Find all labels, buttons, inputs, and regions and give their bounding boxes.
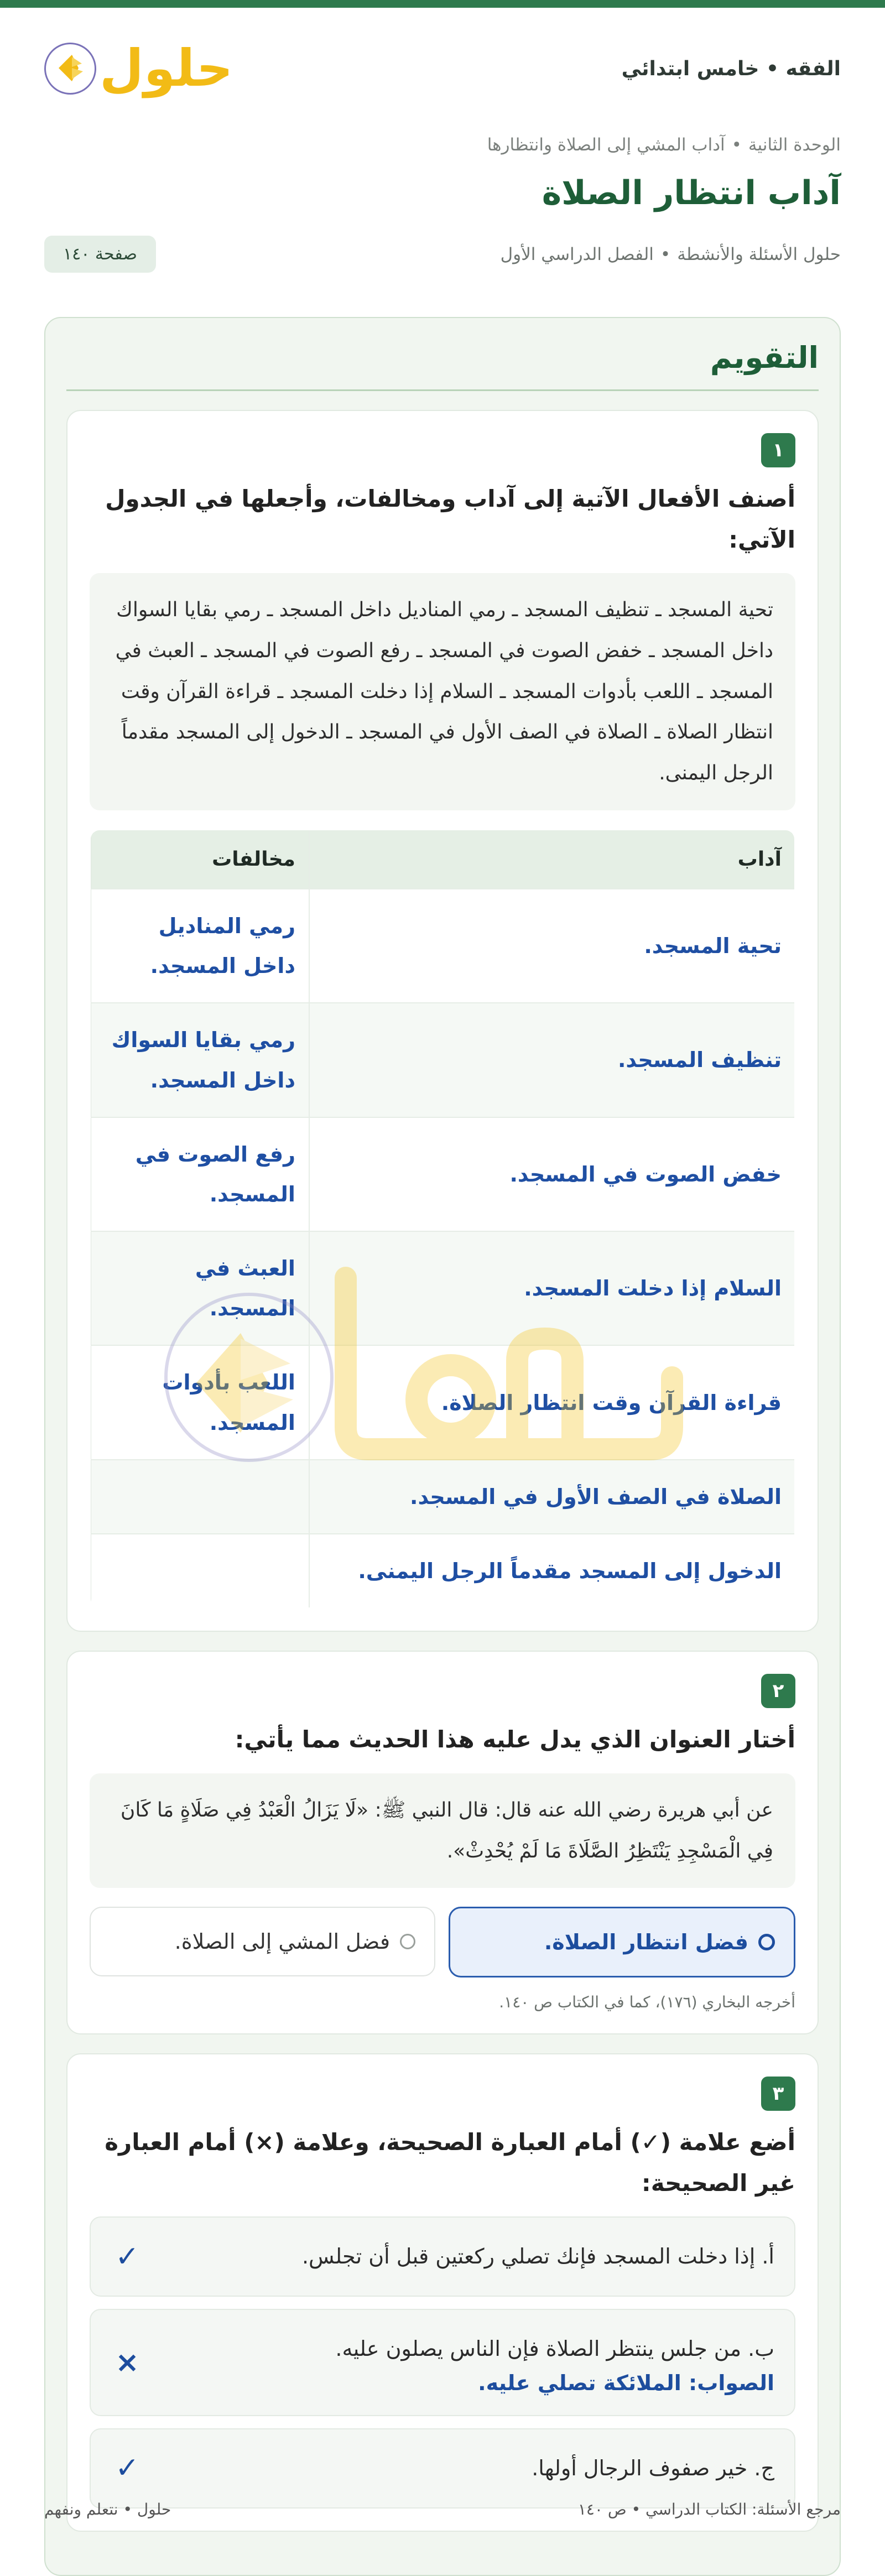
meta-info <box>501 244 841 264</box>
radio-empty-icon <box>400 1934 415 1949</box>
question-card-1 <box>66 410 819 1632</box>
check-mark-icon: ✓ <box>115 2452 139 2485</box>
page-number-badge: صفحة ١٤٠ <box>44 236 156 273</box>
table-header-violations: مخالفات <box>91 830 309 889</box>
cross-mark-icon: × <box>115 2345 139 2379</box>
statement-text: ب. من جلس ينتظر الصلاة فإن الناس يصلون عليه. <box>335 2336 774 2361</box>
radio-selected-icon <box>758 1934 775 1950</box>
manner-cell: تحية المسجد. <box>309 889 795 1003</box>
table-row <box>91 1460 795 1534</box>
option-walking-virtue[interactable] <box>90 1907 435 1976</box>
meta-row <box>44 236 841 273</box>
question-number: ٢ <box>761 1674 795 1708</box>
breadcrumb-separator: • <box>731 135 742 155</box>
manner-cell: السلام إذا دخلت المسجد. <box>309 1231 795 1345</box>
check-mark-icon: ✓ <box>115 2240 139 2273</box>
true-false-item <box>90 2216 795 2296</box>
logo-emblem-icon <box>44 43 96 95</box>
statement <box>302 2237 774 2275</box>
page-title: آداب انتظار الصلاة <box>542 174 841 212</box>
table-header-manners: آداب <box>309 830 795 889</box>
subject-label: الفقه • خامس ابتدائي <box>621 57 841 80</box>
breadcrumb <box>44 135 841 155</box>
question-card-3 <box>66 2053 819 2531</box>
table-row <box>91 1117 795 1231</box>
logo-wordmark: حلول <box>100 39 233 98</box>
manner-cell: تنظيف المسجد. <box>309 1003 795 1117</box>
hadith-passage: عن أبي هريرة رضي الله عنه قال: قال النبي ﷺ: «لَا يَزَالُ الْعَبْدُ فِي صَلَاةٍ مَا كَانَ فِي الْمَسْجِدِ يَنْتَظِرُ الصَّلَاةَ مَا لَمْ يُحْدِثْ». <box>90 1773 795 1888</box>
violation-cell <box>91 1534 309 1608</box>
manner-cell: قراءة القرآن وقت انتظار الصلاة. <box>309 1345 795 1459</box>
table-row <box>91 1345 795 1459</box>
option-label: فضل المشي إلى الصلاة. <box>174 1929 390 1954</box>
page-header <box>44 8 841 129</box>
question-text: أختار العنوان الذي يدل عليه هذا الحديث مما يأتي: <box>235 1726 795 1753</box>
classification-table <box>90 829 795 1609</box>
statement-text: ج. خير صفوف الرجال أولها. <box>532 2456 774 2481</box>
option-label: فضل انتظار الصلاة. <box>544 1930 748 1955</box>
question-text: أصنف الأفعال الآتية إلى آداب ومخالفات، وأجعلها في الجدول الآتي: <box>105 485 795 553</box>
meta-separator: • <box>660 244 671 264</box>
table-row <box>91 1231 795 1345</box>
table-row <box>91 1534 795 1608</box>
question-number: ١ <box>761 433 795 467</box>
true-false-item <box>90 2428 795 2508</box>
meta-type: حلول الأسئلة والأنشطة <box>677 244 841 264</box>
table-row <box>91 889 795 1003</box>
statement <box>532 2449 774 2487</box>
brand-logo[interactable] <box>44 39 233 98</box>
violation-cell: رمي بقايا السواك داخل المسجد. <box>91 1003 309 1117</box>
violation-cell <box>91 1460 309 1534</box>
meta-term: الفصل الدراسي الأول <box>500 244 654 264</box>
top-accent-bar <box>0 0 885 8</box>
manner-cell: خفض الصوت في المسجد. <box>309 1117 795 1231</box>
question-number: ٣ <box>761 2077 795 2111</box>
breadcrumb-lesson[interactable]: آداب المشي إلى الصلاة وانتظارها <box>487 135 725 155</box>
manner-cell: الدخول إلى المسجد مقدماً الرجل اليمنى. <box>309 1534 795 1608</box>
footer-reference: مرجع الأسئلة: الكتاب الدراسي • ص ١٤٠ <box>577 2500 841 2518</box>
statement <box>335 2330 774 2395</box>
statement-text: أ. إذا دخلت المسجد فإنك تصلي ركعتين قبل أن تجلس. <box>301 2244 774 2269</box>
table-row <box>91 1003 795 1117</box>
footer-brand: حلول • نتعلم ونفهم <box>44 2500 171 2518</box>
violation-cell: رمي المناديل داخل المسجد. <box>91 889 309 1003</box>
violation-cell: اللعب بأدوات المسجد. <box>91 1345 309 1459</box>
answer-options <box>90 1907 795 1977</box>
violation-cell: العبث في المسجد. <box>91 1231 309 1345</box>
manner-cell: الصلاة في الصف الأول في المسجد. <box>309 1460 795 1534</box>
actions-passage: تحية المسجد ـ تنظيف المسجد ـ رمي المناديل داخل المسجد ـ رمي بقايا السواك داخل المسجد ـ خفض الصوت في المسجد ـ رفع الصوت في المسجد ـ العبث في المسجد ـ اللعب بأدوات المسجد ـ السلام إذا دخلت المسجد ـ قراءة القرآن وقت انتظار الصلاة ـ الصلاة في الصف الأول في المسجد ـ الدخول إلى المسجد مقدماً الرجل اليمنى. <box>90 573 795 810</box>
section-title: التقويم <box>66 340 819 391</box>
option-waiting-virtue[interactable] <box>449 1907 795 1977</box>
breadcrumb-unit[interactable]: الوحدة الثانية <box>748 135 841 155</box>
question-text: أضع علامة (✓) أمام العبارة الصحيحة، وعلامة (×) أمام العبارة غير الصحيحة: <box>105 2129 795 2197</box>
page-footer <box>44 2500 841 2518</box>
evaluation-section <box>44 317 841 2576</box>
violation-cell: رفع الصوت في المسجد. <box>91 1117 309 1231</box>
source-note: أخرجه البخاري (١٧٦)، كما في الكتاب ص ١٤٠. <box>499 1993 795 2012</box>
correction-text: الصواب: الملائكة تصلي عليه. <box>478 2371 774 2396</box>
true-false-item <box>90 2309 795 2416</box>
question-card-2 <box>66 1651 819 2034</box>
